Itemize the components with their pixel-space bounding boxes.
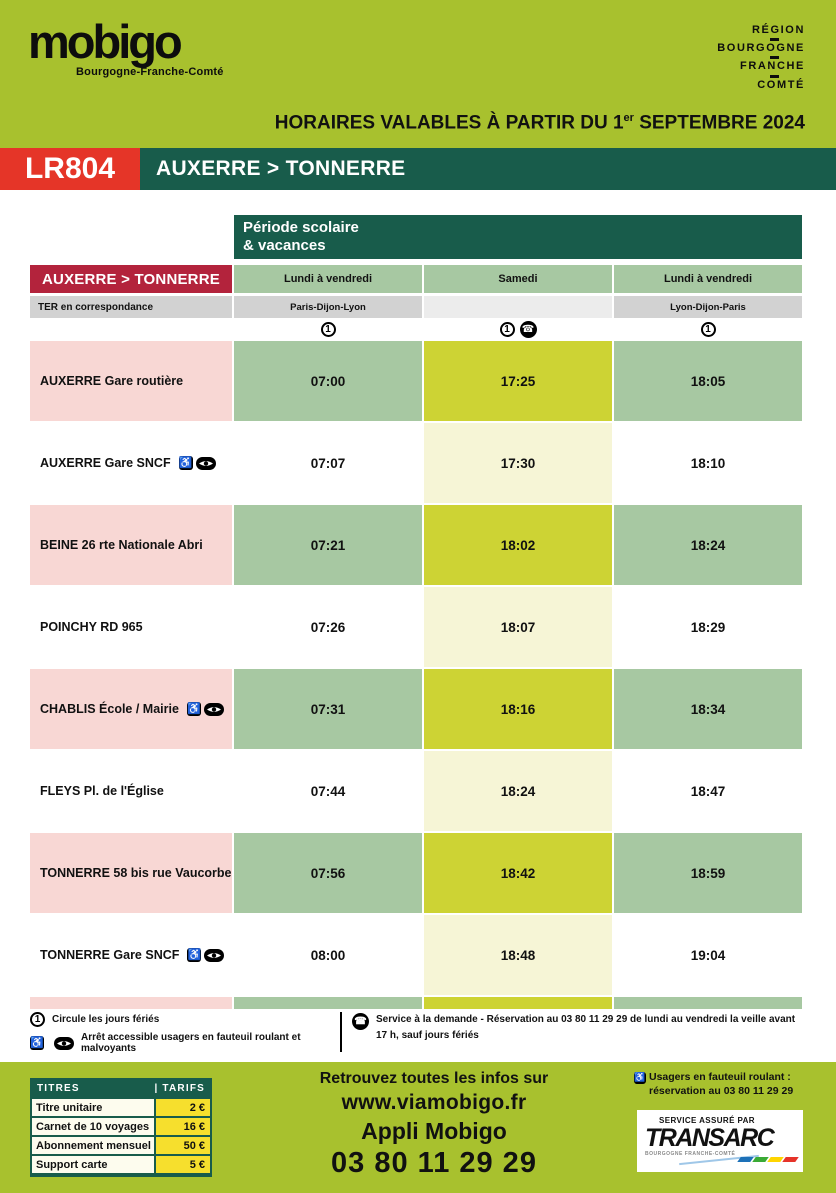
note-icons-1 — [234, 319, 422, 339]
time-cell: 18:05 — [614, 341, 802, 421]
fare-label: Support carte — [32, 1156, 154, 1173]
mobigo-logo-word: mobigo — [28, 15, 180, 68]
region-logo-line: RÉGION — [752, 24, 805, 36]
fare-row — [32, 1099, 210, 1116]
time-cell: 07:21 — [234, 505, 422, 585]
wheelchair-icon: ♿ — [634, 1072, 646, 1082]
legend-holidays-text: Circule les jours fériés — [52, 1014, 160, 1025]
timetable-row-partial — [30, 997, 806, 1009]
fares-body — [32, 1099, 210, 1173]
time-cell: 18:48 — [424, 915, 612, 995]
fare-price: 50 € — [156, 1137, 210, 1154]
region-logo-line: FRANCHE — [740, 60, 805, 73]
time-cell: 08:00 — [234, 915, 422, 995]
region-logo-line: BOURGOGNE — [717, 42, 805, 55]
circled-1-icon: 1 — [701, 322, 716, 337]
timetable — [30, 215, 806, 1011]
transarc-label: SERVICE ASSURÉ PAR — [659, 1116, 755, 1125]
legend-accessible-text: Arrêt accessible usagers en fauteuil roulant et malvoyants — [81, 1032, 301, 1054]
time-cell: 07:26 — [234, 587, 422, 667]
time-cell: 07:00 — [234, 341, 422, 421]
timetable-row — [30, 505, 806, 585]
ter-label: TER en correspondance — [30, 296, 232, 318]
day-header-3: Lundi à vendredi — [614, 265, 802, 293]
app-name: Appli Mobigo — [361, 1118, 507, 1144]
time-cell: 07:31 — [234, 669, 422, 749]
circled-1-icon: 1 — [500, 322, 515, 337]
fares-header — [32, 1080, 210, 1097]
legend-holidays — [30, 1012, 330, 1027]
ter-row — [30, 296, 806, 318]
timetable-row — [30, 833, 806, 913]
period-line2: & vacances — [243, 237, 326, 254]
line-name: AUXERRE > TONNERRE — [140, 148, 836, 190]
fare-price: 2 € — [156, 1099, 210, 1116]
fares-table — [30, 1078, 212, 1177]
fares-header-titres: TITRES — [37, 1083, 80, 1094]
timetable-row — [30, 751, 806, 831]
mobigo-logo-subtitle: Bourgogne-Franche-Comté — [76, 66, 224, 78]
validity-suffix: SEPTEMBRE 2024 — [633, 112, 805, 134]
time-cell: 18:24 — [614, 505, 802, 585]
website-url: www.viamobigo.fr — [341, 1091, 527, 1114]
circled-1-icon: 1 — [321, 322, 336, 337]
legend-divider — [340, 1012, 342, 1052]
note-icons-row — [30, 319, 806, 339]
timetable-row — [30, 669, 806, 749]
stop-cell — [30, 915, 232, 995]
timetable-row — [30, 587, 806, 667]
ter-cell-3: Lyon-Dijon-Paris — [614, 296, 802, 318]
wheelchair-note-text1: Usagers en fauteuil roulant : — [649, 1071, 791, 1083]
fare-label: Titre unitaire — [32, 1099, 154, 1116]
stop-cell — [30, 751, 232, 831]
note-icons-spacer — [30, 319, 232, 339]
time-cell: 19:04 — [614, 915, 802, 995]
phone-number: 03 80 11 29 29 — [331, 1147, 537, 1179]
period-line1: Période scolaire — [243, 219, 359, 236]
legend-left — [30, 1012, 330, 1059]
stop-name: AUXERRE Gare SNCF — [40, 456, 171, 470]
time-cell: 18:47 — [614, 751, 802, 831]
time-cell: 18:59 — [614, 833, 802, 913]
day-header-1: Lundi à vendredi — [234, 265, 422, 293]
stop-name: FLEYS Pl. de l'Église — [40, 784, 164, 798]
timetable-row — [30, 915, 806, 995]
transarc-subname: BOURGOGNE FRANCHE-COMTÉ — [645, 1151, 736, 1158]
content — [0, 190, 836, 1062]
fare-label: Carnet de 10 voyages — [32, 1118, 154, 1135]
fare-label: Abonnement mensuel — [32, 1137, 154, 1154]
wheelchair-icon: ♿ — [187, 948, 202, 961]
stop-name: TONNERRE Gare SNCF — [40, 948, 180, 962]
stop-cell — [30, 833, 232, 913]
day-header-2: Samedi — [424, 265, 612, 293]
region-logo — [717, 24, 805, 92]
region-logo-dash — [770, 75, 779, 78]
circled-1-icon: 1 — [30, 1012, 45, 1027]
timetable-row — [30, 423, 806, 503]
region-logo-line: COMTÉ — [757, 78, 805, 91]
day-header-row — [30, 265, 806, 293]
fares-header-tarifs: | TARIFS — [154, 1083, 205, 1094]
ter-cell-1: Paris-Dijon-Lyon — [234, 296, 422, 318]
fare-price: 5 € — [156, 1156, 210, 1173]
wheelchair-note-line2: réservation au 03 80 11 29 29 — [649, 1085, 794, 1098]
stop-name: AUXERRE Gare routière — [40, 374, 184, 388]
partial-time-cell — [424, 997, 612, 1009]
direction-header: AUXERRE > TONNERRE — [30, 265, 232, 293]
stop-cell — [30, 669, 232, 749]
phone-icon: ☎ — [520, 321, 537, 338]
stop-cell — [30, 341, 232, 421]
time-cell: 18:29 — [614, 587, 802, 667]
line-code-badge: LR804 — [0, 148, 140, 190]
time-cell: 18:42 — [424, 833, 612, 913]
time-cell: 07:56 — [234, 833, 422, 913]
wheelchair-note-line1 — [634, 1070, 808, 1084]
time-cell: 17:30 — [424, 423, 612, 503]
legend — [30, 1012, 806, 1059]
time-cell: 07:07 — [234, 423, 422, 503]
wheelchair-icon: ♿ — [187, 702, 201, 715]
time-cell: 18:24 — [424, 751, 612, 831]
wheelchair-icon: ♿ — [178, 456, 193, 469]
footer-info — [216, 1070, 652, 1180]
timetable-body — [30, 341, 806, 995]
stop-cell — [30, 587, 232, 667]
note-icons-2 — [424, 319, 612, 339]
stop-name: POINCHY RD 965 — [40, 620, 143, 634]
eye-icon — [204, 703, 224, 716]
region-logo-dash — [770, 56, 779, 59]
fare-price: 16 € — [156, 1118, 210, 1135]
period-row — [30, 215, 806, 259]
stop-cell — [30, 505, 232, 585]
period-spacer — [30, 215, 232, 259]
partial-time-cell — [614, 997, 802, 1009]
mobigo-logo — [28, 15, 224, 78]
eye-icon — [54, 1037, 74, 1050]
time-cell: 18:10 — [614, 423, 802, 503]
eye-icon — [204, 949, 224, 962]
period-banner — [234, 215, 802, 259]
line-banner — [0, 148, 836, 190]
ter-cell-2 — [424, 296, 612, 318]
stop-name: TONNERRE 58 bis rue Vaucorbe — [40, 866, 232, 880]
partial-time-cell — [234, 997, 422, 1009]
info-line: Retrouvez toutes les infos sur — [319, 1070, 549, 1087]
eye-icon — [196, 457, 216, 470]
time-cell: 18:34 — [614, 669, 802, 749]
fare-row — [32, 1156, 210, 1173]
partial-stop-cell — [30, 997, 232, 1009]
validity-text — [275, 112, 805, 134]
validity-ordinal: er — [623, 112, 634, 124]
wheelchair-note — [634, 1070, 808, 1098]
legend-accessible — [30, 1032, 330, 1054]
stop-name: CHABLIS École / Mairie — [40, 702, 179, 716]
time-cell: 18:07 — [424, 587, 612, 667]
stop-name: BEINE 26 rte Nationale Abri — [40, 538, 203, 552]
note-icons-3 — [614, 319, 802, 339]
header — [0, 0, 836, 148]
time-cell: 18:02 — [424, 505, 612, 585]
fare-row — [32, 1137, 210, 1154]
legend-on-demand-text: Service à la demande - Réservation au 03 80 11 29 29 de lundi au vendredi la veille avant 17 h, sauf jours fériés — [376, 1014, 796, 1041]
time-cell: 07:44 — [234, 751, 422, 831]
stop-cell — [30, 423, 232, 503]
validity-prefix: HORAIRES VALABLES À PARTIR DU 1 — [274, 112, 624, 134]
transarc-stripes — [737, 1157, 799, 1162]
region-logo-dash — [770, 38, 779, 41]
transarc-name: TRANSARC — [645, 1124, 774, 1152]
transarc-logo — [637, 1110, 803, 1172]
legend-on-demand — [352, 1012, 806, 1044]
phone-icon: ☎ — [352, 1013, 369, 1030]
footer — [0, 1062, 836, 1193]
timetable-row — [30, 341, 806, 421]
time-cell: 17:25 — [424, 341, 612, 421]
wheelchair-icon: ♿ — [30, 1036, 44, 1049]
fare-row — [32, 1118, 210, 1135]
time-cell: 18:16 — [424, 669, 612, 749]
